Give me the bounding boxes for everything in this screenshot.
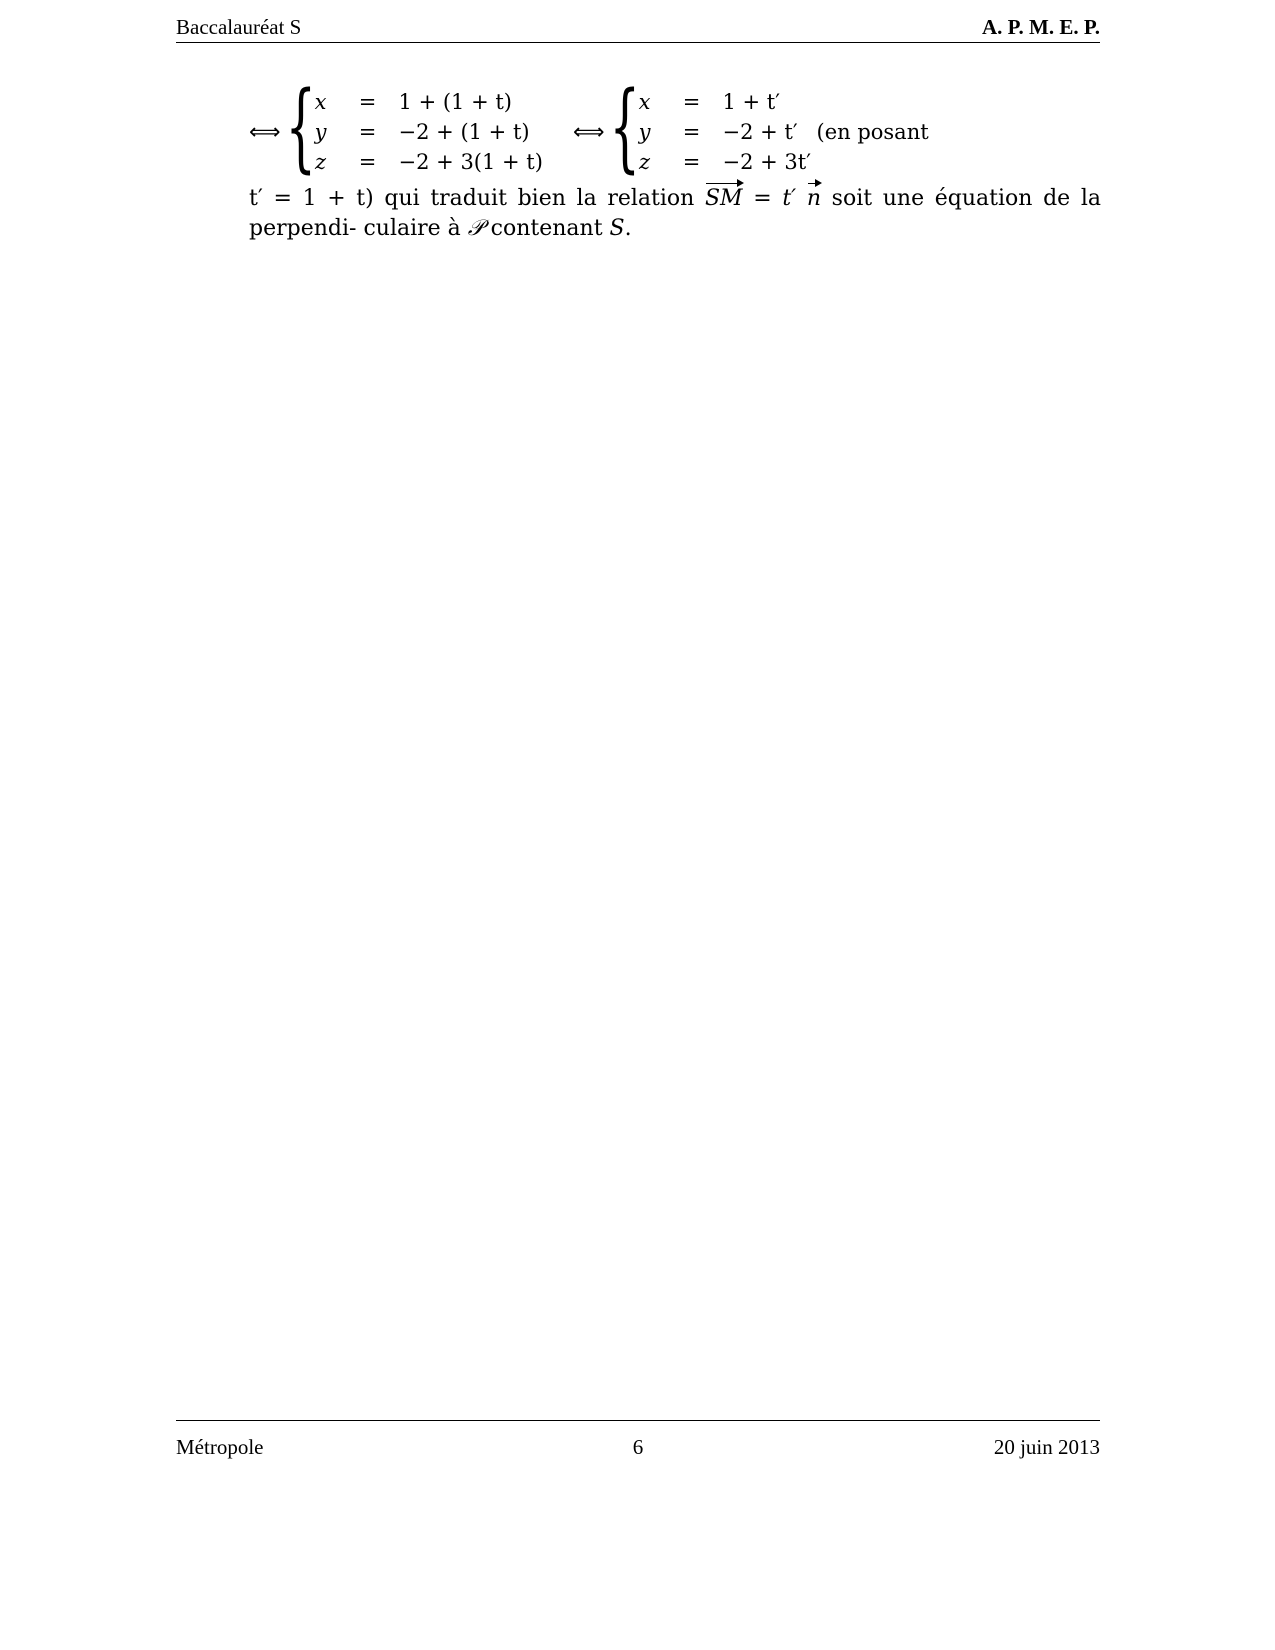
system-1-row bbox=[305, 117, 543, 147]
point-s: S bbox=[609, 216, 625, 241]
system-2-row bbox=[629, 147, 815, 177]
page-number: 6 bbox=[632, 1435, 644, 1459]
system-1-var: y bbox=[314, 120, 327, 144]
paragraph-part1: t′ = 1 + t) qui traduit bien la relation bbox=[249, 186, 695, 211]
equivalence-arrow-2: ⟺ bbox=[572, 119, 605, 145]
paragraph-equals: = bbox=[753, 186, 772, 211]
system-2-row bbox=[629, 117, 815, 147]
system-2-equals: = bbox=[682, 150, 701, 174]
system-2-equals: = bbox=[682, 120, 701, 144]
page-footer bbox=[176, 1420, 1100, 1460]
system-2-var: z bbox=[638, 150, 651, 174]
system-2-rhs: 1 + t′ bbox=[722, 90, 781, 114]
system-1-equals: = bbox=[358, 90, 377, 114]
system-2-var: y bbox=[638, 120, 651, 144]
system-2-equals: = bbox=[682, 90, 701, 114]
paragraph-line2a: culaire à bbox=[363, 216, 461, 241]
system-1-equals: = bbox=[358, 120, 377, 144]
page-content bbox=[249, 71, 1101, 244]
system-2-row bbox=[629, 87, 815, 117]
left-brace-2: { bbox=[609, 71, 640, 183]
paragraph-end: . bbox=[624, 216, 632, 241]
vector-sm: SM bbox=[705, 184, 743, 214]
system-1-row bbox=[305, 87, 543, 117]
vector-n: n bbox=[807, 184, 821, 214]
system-1-rhs: −2 + 3(1 + t) bbox=[398, 150, 543, 174]
system-2-var: x bbox=[638, 90, 651, 114]
paragraph-line2b: contenant bbox=[490, 216, 603, 241]
header-right: A. P. M. E. P. bbox=[981, 14, 1100, 39]
footer-left: Métropole bbox=[176, 1435, 264, 1459]
system-1-rhs: −2 + (1 + t) bbox=[398, 120, 530, 144]
explanation-paragraph bbox=[249, 184, 1101, 244]
paragraph-part2: soit une équation de la perpendi- bbox=[249, 186, 1101, 241]
system-2-rhs: −2 + t′ bbox=[722, 120, 798, 144]
equivalence-arrow-1: ⟺ bbox=[249, 119, 281, 145]
header-left: Baccalauréat S bbox=[176, 14, 302, 39]
system-note: (en posant bbox=[816, 120, 929, 144]
system-1-rhs: 1 + (1 + t) bbox=[398, 90, 512, 114]
system-1-var: z bbox=[315, 150, 327, 174]
system-1-var: x bbox=[314, 90, 327, 114]
system-1 bbox=[305, 87, 543, 177]
system-1-equals: = bbox=[358, 150, 377, 174]
system-2 bbox=[629, 87, 815, 177]
system-1-row bbox=[305, 147, 543, 177]
page-header bbox=[176, 12, 1100, 43]
plane-symbol: 𝒫 bbox=[467, 216, 484, 241]
system-2-rhs: −2 + 3t′ bbox=[722, 150, 811, 174]
footer-right: 20 juin 2013 bbox=[993, 1435, 1100, 1459]
paragraph-t-prime: t′ bbox=[782, 186, 797, 211]
equation-systems bbox=[249, 71, 1101, 183]
left-brace-1: { bbox=[285, 71, 316, 183]
